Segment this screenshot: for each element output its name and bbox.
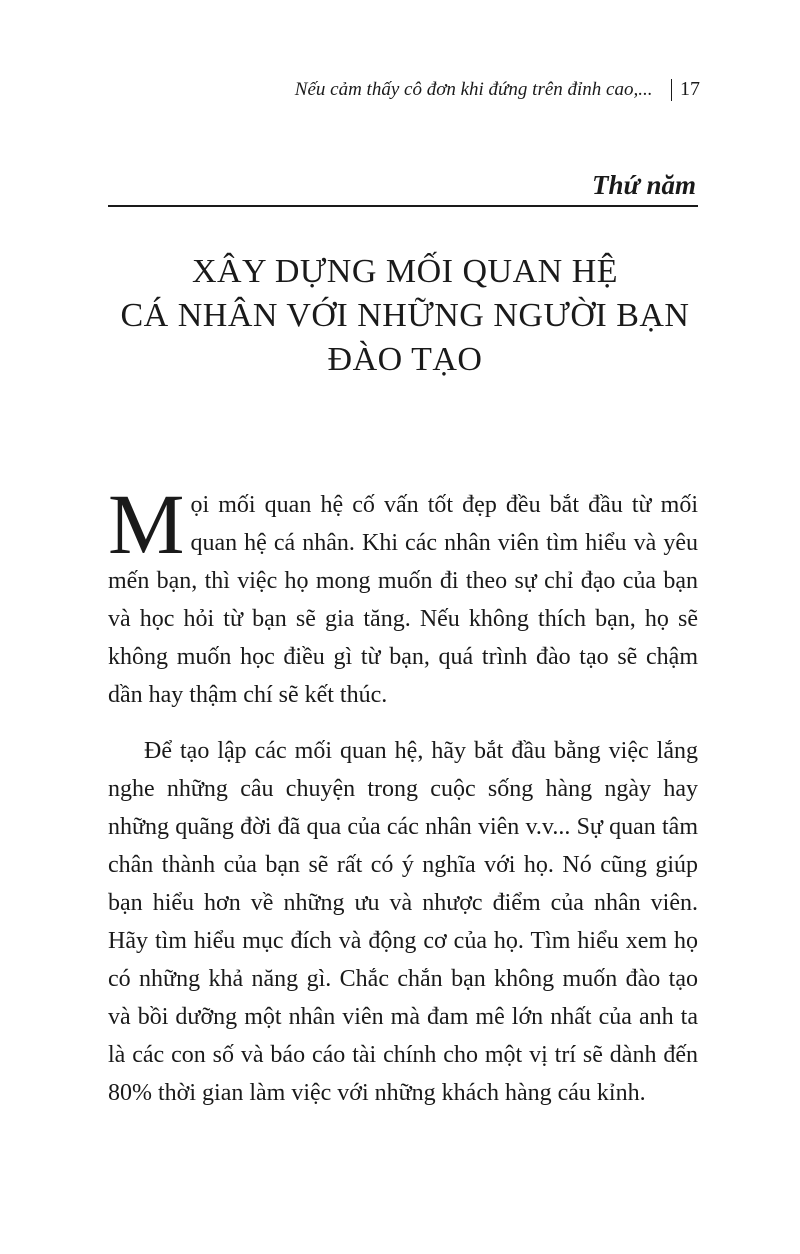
body-text [108,476,698,1112]
chapter-label: Thứ năm [592,170,696,200]
paragraph-1 [108,476,698,714]
running-title: Nếu cảm thấy cô đơn khi đứng trên đỉnh cao,... [294,78,653,100]
chapter-title-line-3: ĐÀO TẠO [327,341,483,378]
drop-cap: M [108,476,185,572]
page-number: 17 [680,78,700,100]
chapter-title [100,250,710,382]
header-separator [671,79,673,101]
running-header [100,78,700,101]
paragraph-2: Để tạo lập các mối quan hệ, hãy bắt đầu bằng việc lắng nghe những câu chuyện trong cuộc sống hàng ngày hay những quãng đời đã qua của các nhân viên v.v... Sự quan tâm chân thành của bạn sẽ rất có ý nghĩa với họ. Nó cũng giúp bạn hiểu hơn về những ưu và nhược điểm của nhân viên. Hãy tìm hiểu mục đích và động cơ của họ. Tìm hiểu xem họ có những khả năng gì. Chắc chắn bạn không muốn đào tạo và bồi dưỡng một nhân viên mà đam mê lớn nhất của anh ta là các con số và báo cáo tài chính cho một vị trí sẽ dành đến 80% thời gian làm việc với những khách hàng cáu kỉnh. [108,738,698,1106]
chapter-rule [108,205,698,207]
paragraph-1-text: ọi mối quan hệ cố vấn tốt đẹp đều bắt đầu từ mối quan hệ cá nhân. Khi các nhân viên tìm hiểu và yêu mến bạn, thì việc họ mong muốn đi theo sự chỉ đạo của bạn và học hỏi từ bạn sẽ gia tăng. Nếu không thích bạn, họ sẽ không muốn học điều gì từ bạn, quá trình đào tạo sẽ chậm dần hay thậm chí sẽ kết thúc. [108,492,698,708]
chapter-title-line-1: XÂY DỰNG MỐI QUAN HỆ [191,253,619,290]
chapter-title-line-2: CÁ NHÂN VỚI NHỮNG NGƯỜI BẠN [120,297,690,334]
